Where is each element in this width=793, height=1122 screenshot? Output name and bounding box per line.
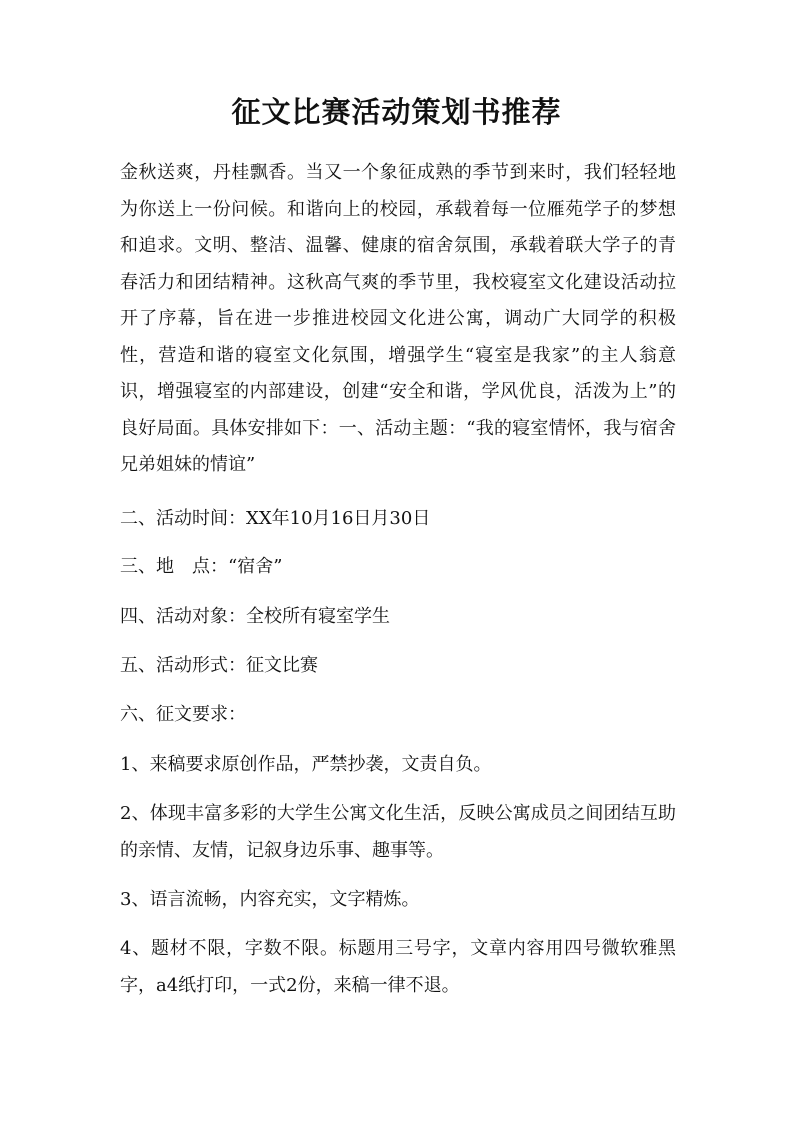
intro-paragraph: 金秋送爽，丹桂飘香。当又一个象征成熟的季节到来时，我们轻轻地为你送上一份问候。和谐向上的校园，承载着每一位雁苑学子的梦想和追求。文明、整洁、温馨、健康的宿舍氛围，承载着联大学子的青春活力和团结精神。这秋高气爽的季节里，我校寝室文化建设活动拉开了序幕，旨在进一步推进校园文化进公寓，调动广大同学的积极性，营造和谐的寝室文化氛围，增强学生“寝室是我家”的主人翁意识，增强寝室的内部建设，创建“安全和谐，学风优良，活泼为上”的良好局面。具体安排如下：一、活动主题：“我的寝室情怀，我与宿舍兄弟姐妹的情谊” [120, 162, 676, 475]
requirement-item-2: 2、体现丰富多彩的大学生公寓文化生活，反映公寓成员之间团结互助的亲情、友情，记叙身边乐事、趣事等。 [120, 803, 676, 861]
activity-form-paragraph: 五、活动形式：征文比赛 [120, 655, 318, 676]
requirement-item-3: 3、语言流畅，内容充实，文字精炼。 [120, 889, 420, 910]
requirement-item-1: 1、来稿要求原创作品，严禁抄袭，文责自负。 [120, 754, 492, 775]
requirement-item-4: 4、题材不限，字数不限。标题用三号字，文章内容用四号微软雅黑字，a4纸打印，一式2份，来稿一律不退。 [120, 938, 676, 996]
requirements-heading: 六、征文要求： [120, 704, 246, 725]
activity-target-paragraph: 四、活动对象：全校所有寝室学生 [120, 606, 390, 627]
document-title: 征文比赛活动策划书推荐 [231, 95, 562, 129]
activity-time-paragraph: 二、活动时间：XX年10月16日月30日 [120, 508, 431, 529]
activity-place-paragraph: 三、地 点：“宿舍” [120, 556, 283, 577]
